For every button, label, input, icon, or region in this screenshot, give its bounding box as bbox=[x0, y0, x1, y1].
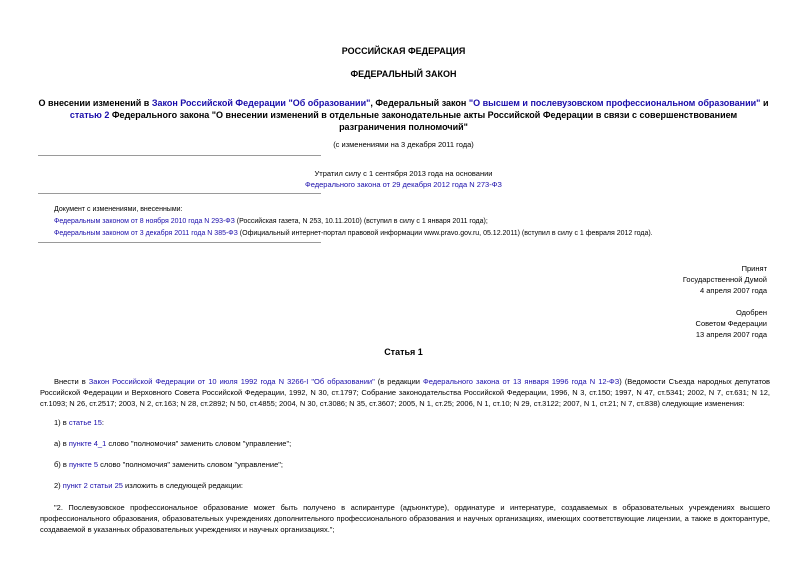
adopted-by-duma bbox=[683, 263, 767, 296]
approved-by-council bbox=[696, 307, 767, 340]
change-link-385fz[interactable]: Федеральным законом от 3 декабря 2011 года N 385-ФЗ bbox=[54, 230, 238, 237]
title-text-3: и bbox=[760, 98, 769, 108]
change-link-293fz[interactable]: Федеральным законом от 8 ноября 2010 года N 293-ФЗ bbox=[54, 218, 235, 225]
title-link-higher-education-law[interactable]: "О высшем и послевузовском профессиональном образовании" bbox=[468, 98, 761, 108]
intro-text-2: (в редакции bbox=[374, 377, 424, 386]
intro-link-12fz[interactable]: Федерального закона от 13 января 1996 года N 12-ФЗ bbox=[423, 377, 620, 386]
lost-force-link[interactable]: Федерального закона от 29 декабря 2012 года N 273-ФЗ bbox=[305, 180, 502, 189]
item-text: б) в bbox=[54, 460, 69, 469]
approved-body: Советом Федерации bbox=[695, 319, 767, 328]
item-link-point-5[interactable]: пункте 5 bbox=[68, 460, 99, 469]
title-text-4: Федерального закона "О внесении изменений в отдельные законодательные акты Российской Федерации в связи с совершенствованием разграничения полномочий" bbox=[109, 110, 738, 132]
divider bbox=[38, 155, 321, 156]
doc-type-heading: ФЕДЕРАЛЬНЫЙ ЗАКОН bbox=[350, 69, 457, 79]
quoted-amendment: "2. Послевузовское профессиональное образование может быть получено в аспирантуре (адъюнктуре), ординатуре и интернатуре, создаваемых в образовательных учреждениях высшего профессионального образования, образовательных учреждениях дополнительного профессионального образования и научных организациях, имеющих соответствующие лицензии, а также в докторантуре, создаваемой в указанных образовательных учреждениях и научных организациях."; bbox=[40, 503, 770, 534]
title-text-1: О внесении изменений в bbox=[38, 98, 152, 108]
item-link-article-15[interactable]: статье 15 bbox=[68, 418, 102, 427]
intro-text-1: Внести в bbox=[54, 377, 89, 386]
change-text: (Российская газета, N 253, 10.11.2010) (вступил в силу с 1 января 2011 года); bbox=[234, 218, 488, 225]
article-intro bbox=[40, 376, 770, 409]
intro-text-3: ) (Ведомости Съезда народных депутатов Российской Федерации и Верховного Совета Российской Федерации, 1992, N 30, ст.1797; Собрание законодательства Российской Федерации, 1996, N 3, ст.150; 1997, N 47, ст.5341; 2002, N 7, ст.631; N 12, ст.1093; N 26, ст.2517; 2003, N 2, ст.163; N 28, ст.2892; N 50, ст.4855; 2004, N 30, ст.3086; N 35, ст.3607; 2005, N 1, ст.25; 2006, N 1, ст.10; N 29, ст.3122; 2007, N 1, ст.21; N 7, ст.838) следующие изменения: bbox=[40, 377, 770, 408]
item-text: изложить в следующей редакции: bbox=[122, 481, 243, 490]
divider bbox=[38, 242, 321, 243]
list-item bbox=[54, 418, 104, 427]
adopted-body: Государственной Думой bbox=[682, 275, 767, 284]
adopted-label: Принят bbox=[741, 264, 767, 273]
country-heading: РОССИЙСКАЯ ФЕДЕРАЦИЯ bbox=[341, 46, 466, 56]
change-item bbox=[54, 228, 774, 240]
title-link-article-2[interactable]: статью 2 bbox=[69, 110, 110, 120]
divider bbox=[38, 193, 321, 194]
change-text: (Официальный интернет-портал правовой информации www.pravo.gov.ru, 05.12.2011) (вступил в силу с 1 февраля 2012 года). bbox=[237, 230, 653, 237]
item-link-point-4-1[interactable]: пункте 4_1 bbox=[68, 439, 107, 448]
item-text: 1) в bbox=[54, 418, 69, 427]
item-text: 2) bbox=[54, 481, 63, 490]
item-text: слово "полномочия" заменить словом "управление"; bbox=[106, 439, 292, 448]
title-link-education-law[interactable]: Закон Российской Федерации "Об образовании" bbox=[151, 98, 371, 108]
change-item bbox=[54, 216, 774, 228]
changes-heading: Документ с изменениями, внесенными: bbox=[54, 206, 183, 213]
item-text: : bbox=[101, 418, 104, 427]
title-text-2: , Федеральный закон bbox=[370, 98, 469, 108]
law-title bbox=[38, 97, 769, 133]
item-text: слово "полномочия" заменить словом "управление"; bbox=[98, 460, 283, 469]
article-heading: Статья 1 bbox=[384, 347, 423, 357]
lost-force-text: Утратил силу с 1 сентября 2013 года на основании bbox=[314, 169, 493, 178]
approved-date: 13 апреля 2007 года bbox=[695, 330, 767, 339]
adopted-date: 4 апреля 2007 года bbox=[700, 286, 767, 295]
intro-link-education-law[interactable]: Закон Российской Федерации от 10 июля 1992 года N 3266-I "Об образовании" bbox=[88, 377, 375, 386]
changes-block bbox=[54, 204, 774, 240]
approved-label: Одобрен bbox=[736, 308, 767, 317]
item-link-article-25[interactable]: пункт 2 статьи 25 bbox=[62, 481, 123, 490]
list-item bbox=[54, 481, 243, 490]
item-text: а) в bbox=[54, 439, 69, 448]
list-item bbox=[54, 439, 291, 448]
list-item bbox=[54, 460, 283, 469]
amended-note: (с изменениями на 3 декабря 2011 года) bbox=[333, 140, 474, 149]
lost-force-note bbox=[0, 168, 807, 190]
